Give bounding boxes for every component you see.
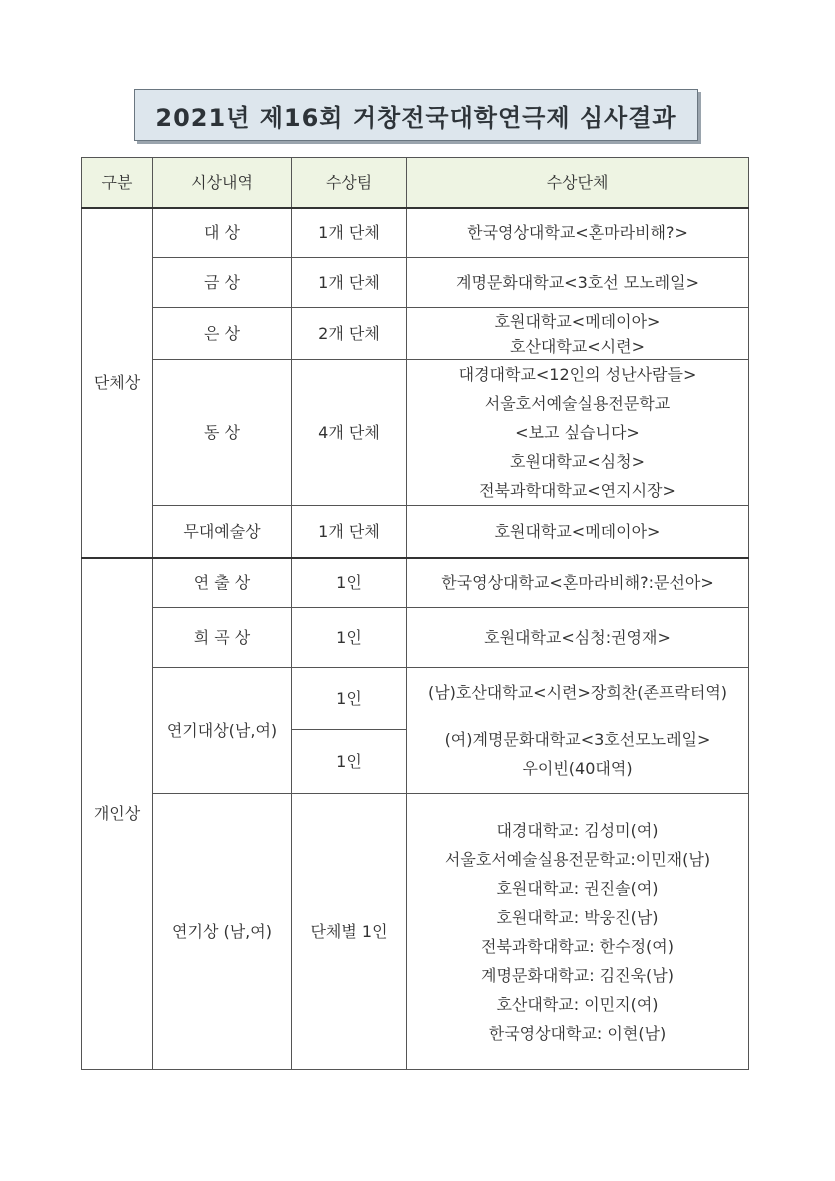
- award-winner: 한국영상대학교<혼마라비해?:문선아>: [407, 558, 749, 608]
- award-name: 희 곡 상: [153, 608, 292, 668]
- winner-line: 호원대학교<메데이아>: [494, 311, 661, 331]
- award-team: 1개 단체: [292, 506, 407, 558]
- table-row: [82, 208, 749, 258]
- winner-line: 호원대학교: 권진솔(여): [496, 878, 659, 898]
- winner-line: 호원대학교<심청>: [509, 452, 645, 471]
- winner-line: (남)호산대학교<시련>장희찬(존프락터역): [427, 683, 728, 702]
- award-team: 2개 단체: [292, 308, 407, 360]
- award-winner: [407, 794, 749, 1070]
- page-title: 2021년 제16회 거창전국대학연극제 심사결과: [155, 103, 677, 132]
- award-team: 1인: [292, 668, 407, 730]
- header-category: 구분: [82, 158, 153, 208]
- award-team: 1인: [292, 730, 407, 794]
- winner-line: 한국영상대학교: 이현(남): [488, 1023, 667, 1043]
- header-team: 수상팀: [292, 158, 407, 208]
- header-winner: 수상단체: [407, 158, 749, 208]
- header-row: [82, 158, 749, 208]
- winner-line: 서울호서예술실용전문학교:이민재(남): [444, 849, 711, 869]
- table-row: [82, 608, 749, 668]
- winner-line: 서울호서예술실용전문학교: [484, 394, 671, 413]
- winner-line: <보고 싶습니다>: [515, 423, 640, 442]
- winner-line: 전북과학대학교<연지시장>: [479, 481, 676, 500]
- award-winner: [407, 668, 749, 794]
- winner-line: 계명문화대학교: 김진욱(남): [481, 965, 674, 985]
- award-team: 1인: [292, 608, 407, 668]
- award-winner: 계명문화대학교<3호선 모노레일>: [407, 258, 749, 308]
- award-name: 연 출 상: [153, 558, 292, 608]
- table-row: [82, 506, 749, 558]
- category-individual-award: 개인상: [82, 558, 153, 1070]
- award-name: 대 상: [153, 208, 292, 258]
- winner-line: 호산대학교<시련>: [509, 336, 645, 356]
- award-winner: 한국영상대학교<혼마라비해?>: [407, 208, 749, 258]
- header-award: 시상내역: [153, 158, 292, 208]
- category-group-award: 단체상: [82, 208, 153, 558]
- winner-line: 호산대학교: 이민지(여): [496, 994, 659, 1014]
- award-winner: [407, 308, 749, 360]
- winner-line: 우이빈(40대역): [522, 759, 633, 778]
- table-row: [82, 360, 749, 506]
- award-winner: 호원대학교<메데이아>: [407, 506, 749, 558]
- award-name: 은 상: [153, 308, 292, 360]
- award-team: 1개 단체: [292, 208, 407, 258]
- table-row: [82, 308, 749, 360]
- award-name: 금 상: [153, 258, 292, 308]
- award-name: 동 상: [153, 360, 292, 506]
- results-table: [81, 157, 749, 1070]
- table-row: [82, 558, 749, 608]
- award-name: 무대예술상: [153, 506, 292, 558]
- winner-line: 전북과학대학교: 한수정(여): [481, 936, 674, 956]
- winner-line: 대경대학교: 김성미(여): [496, 820, 659, 840]
- winner-line: 대경대학교<12인의 성난사람들>: [458, 365, 697, 384]
- award-winner: [407, 360, 749, 506]
- table-row: [82, 668, 749, 730]
- winner-line: 호원대학교: 박웅진(남): [496, 907, 659, 927]
- award-team: 단체별 1인: [292, 794, 407, 1070]
- table-row: [82, 794, 749, 1070]
- award-name: 연기상 (남,여): [153, 794, 292, 1070]
- winner-line: (여)계명문화대학교<3호선모노레일>: [444, 730, 711, 749]
- award-winner: 호원대학교<심청:권영재>: [407, 608, 749, 668]
- award-team: 1인: [292, 558, 407, 608]
- title-box: [134, 89, 698, 141]
- award-team: 4개 단체: [292, 360, 407, 506]
- award-name: 연기대상(남,여): [153, 668, 292, 794]
- award-team: 1개 단체: [292, 258, 407, 308]
- table-row: [82, 258, 749, 308]
